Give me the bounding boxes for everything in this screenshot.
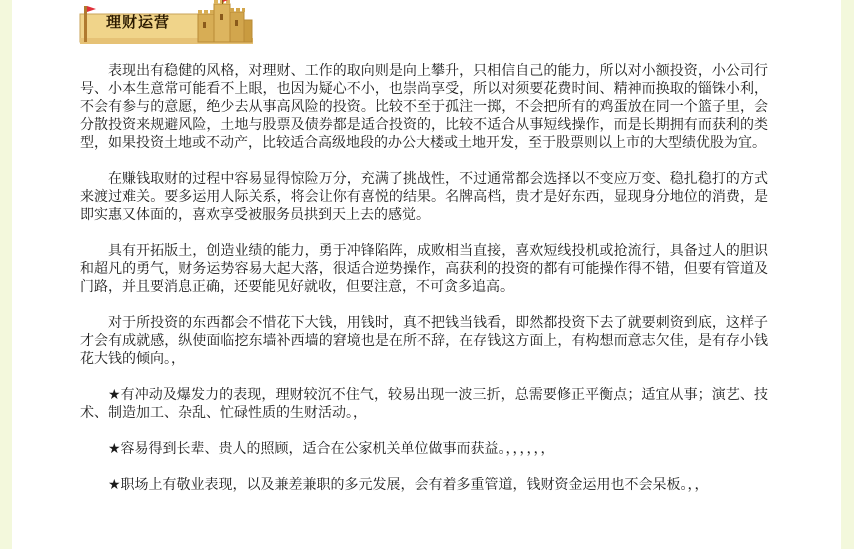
paragraph-1: 表现出有稳健的风格，对理财、工作的取向则是向上攀升，只相信自己的能力，所以对小额投资，小公司行号、小本生意常可能看不上眼，也因为疑心不小，也崇尚享受，所以对须要花费时间、精神而换取的锱铢小利，不会有参与的意愿，绝少去从事高风险的投资。比较不至于孤注一掷，不会把所有的鸡蛋放在同一个篮子里，会分散投资来规避风险，土地与股票及债券都是适合投资的，比较不适合从事短线操作，而是长期拥有而获利的类型，如果投资土地或不动产，比较适合高级地段的办公大楼或土地开发，至于股票则以上市的大型绩优股为宜。 [80,63,768,151]
paragraph-2: 在赚钱取财的过程中容易显得惊险万分，充满了挑战性，不过通常都会选择以不变应万变、稳扎稳打的方式来渡过难关。要多运用人际关系，将会让你有喜悦的结果。名牌高档，贵才是好东西，显现身分地位的消费，是即实惠又体面的，喜欢享受被服务员拱到天上去的感觉。 [80,171,768,223]
paragraph-5: ★有冲动及爆发力的表现，理财较沉不住气，较易出现一波三折，总需要修正平衡点；适宜从事；演艺、技术、制造加工、杂乱、忙碌性质的生财活动。， [80,387,768,421]
article-body [80,62,768,512]
paragraph-7: ★职场上有敬业表现，以及兼差兼职的多元发展，会有着多重管道，钱财资金运用也不会呆板。，， [108,477,709,493]
section-title: 理财运营 [106,13,171,31]
flag-icon [87,6,96,12]
paragraph-4: 对于所投资的东西都会不惜花下大钱，用钱时，真不把钱当钱看，即然都投资下去了就要刺资到底，这样子才会有成就感，纵使面临挖东墙补西墙的窘境也是在所不辞，在存钱这方面上，有构想而意志欠佳，是有存小钱花大钱的倾向。， [80,315,768,367]
paragraph-6: ★容易得到长辈、贵人的照顾，适合在公家机关单位做事而获益。，，，，，， [108,441,555,457]
paragraph-3: 具有开拓版土，创造业绩的能力，勇于冲锋陷阵，成败相当直接，喜欢短线投机或抢流行，具备过人的胆识和超凡的勇气，财务运势容易大起大落，很适合逆势操作，高获利的投资的都有可能操作得不错，但要有管道及门路，并且要消息正确，还要能见好就收，但要注意，不可贪多追高。 [80,243,768,295]
section-header [78,0,253,44]
